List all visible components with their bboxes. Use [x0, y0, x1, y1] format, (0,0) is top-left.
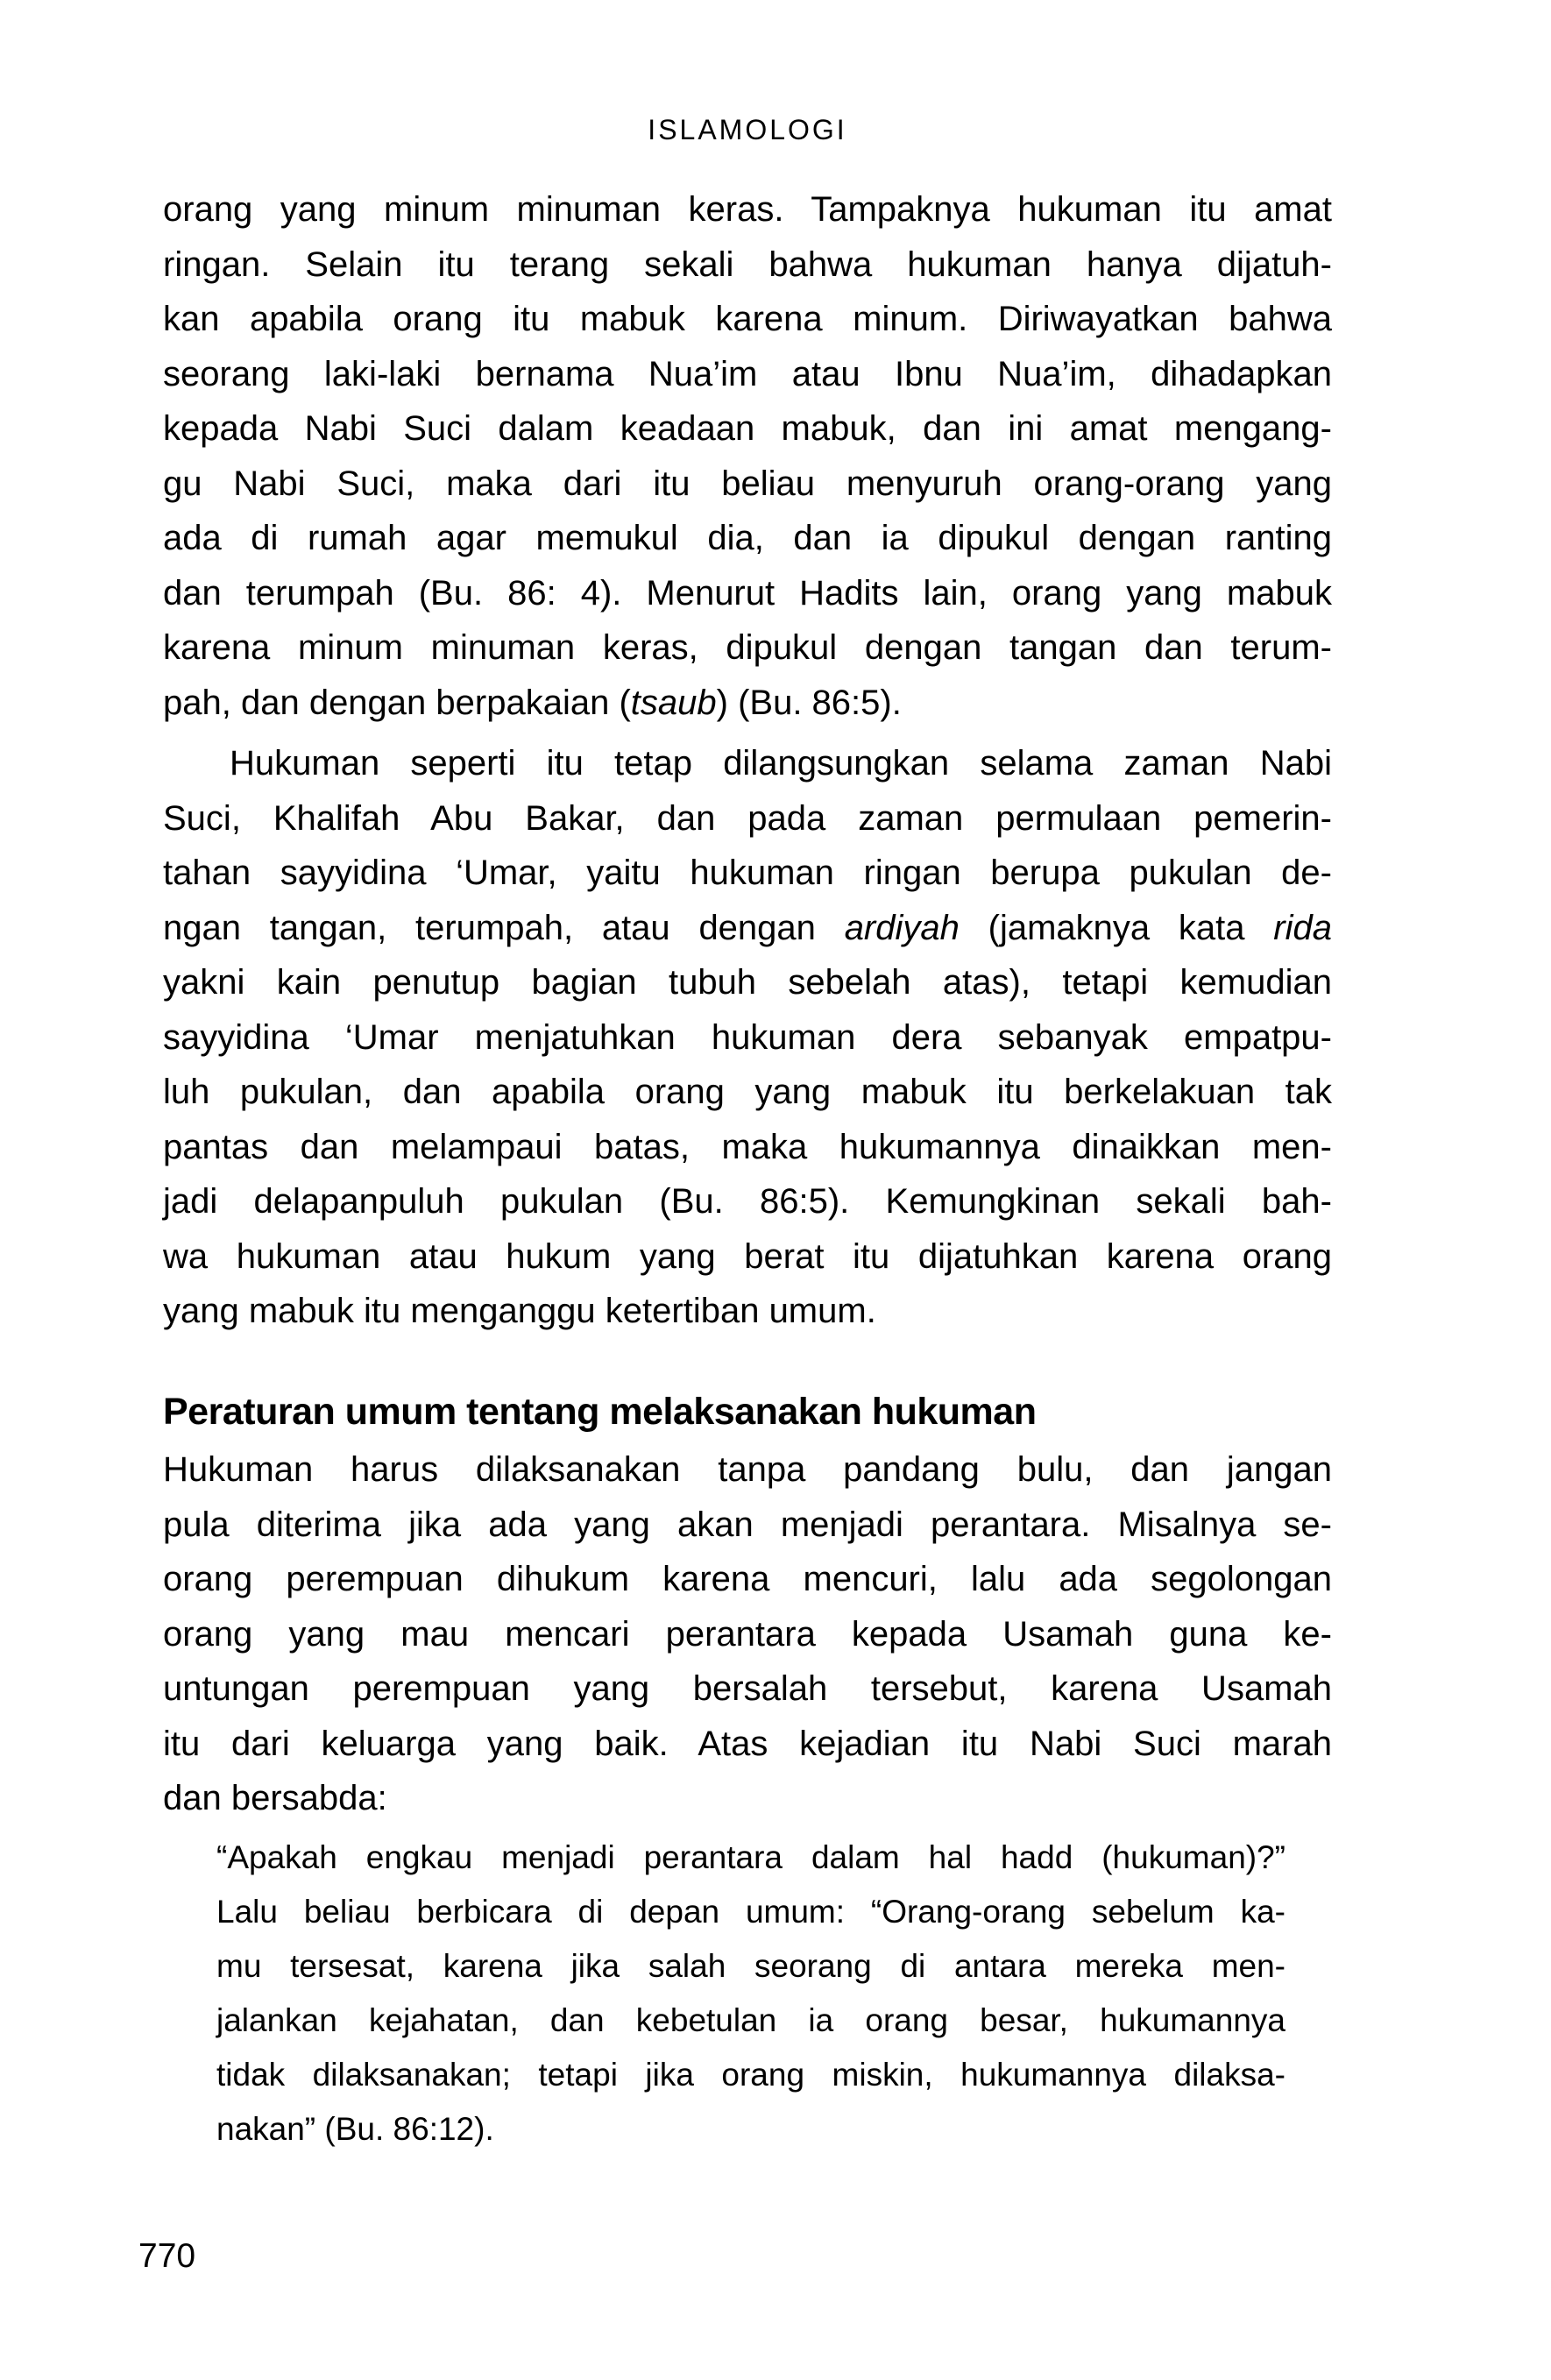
text-line [163, 955, 1332, 1010]
text-segment: wa hukuman atau hukum yang berat itu dijatuhkan karena orang [163, 1236, 1332, 1276]
text-segment: ngan tangan, terumpah, atau dengan [163, 908, 845, 947]
text-line [163, 1229, 1332, 1285]
blockquote [216, 1831, 1285, 2157]
text-segment: jalankan kejahatan, dan kebetulan ia orang besar, hukumannya [216, 2002, 1285, 2038]
text-segment: Hukuman harus dilaksanakan tanpa pandang bulu, dan jangan [163, 1450, 1332, 1489]
text-segment: ada di rumah agar memukul dia, dan ia dipukul dengan ranting [163, 519, 1332, 557]
text-segment: pantas dan melampaui batas, maka hukumannya dinaikkan men- [163, 1127, 1332, 1166]
text-segment: mu tersesat, karena jika salah seorang di antara mereka men- [216, 1948, 1285, 1984]
text-segment: seorang laki-laki bernama Nua’im atau Ibnu Nua’im, dihadapkan [163, 354, 1332, 393]
text-line [163, 1284, 1332, 1339]
italic-text: rida [1273, 908, 1332, 947]
section-heading: Peraturan umum tentang melaksanakan hukuman [163, 1391, 1037, 1433]
text-line [163, 1552, 1332, 1607]
text-line [163, 1607, 1332, 1662]
text-segment: tidak dilaksanakan; tetapi jika orang miskin, hukumannya dilaksa- [216, 2057, 1285, 2093]
paragraph-1 [163, 182, 1332, 730]
text-line [216, 1885, 1285, 1939]
text-line [163, 182, 1332, 237]
text-segment: karena minum minuman keras, dipukul dengan tangan dan terum- [163, 628, 1332, 667]
text-line [163, 457, 1332, 512]
text-segment: (jamaknya kata [959, 908, 1274, 947]
text-line [163, 1442, 1332, 1498]
text-line [163, 1174, 1332, 1229]
text-segment: tahan sayyidina ‘Umar, yaitu hukuman ringan berupa pukulan de- [163, 854, 1332, 892]
italic-text: ardiyah [844, 908, 960, 947]
text-segment: gu Nabi Suci, maka dari itu beliau menyuruh orang-orang yang [163, 464, 1332, 503]
text-line [163, 1065, 1332, 1120]
text-segment: itu dari keluarga yang baik. Atas kejadian itu Nabi Suci marah [163, 1724, 1332, 1763]
text-segment: Hukuman seperti itu tetap dilangsungkan selama zaman Nabi [230, 744, 1332, 783]
text-line [163, 1120, 1332, 1175]
text-line [163, 292, 1332, 347]
text-segment: luh pukulan, dan apabila orang yang mabuk itu berkelakuan tak [163, 1073, 1332, 1111]
paragraph-3 [163, 1442, 1332, 1826]
text-segment: sayyidina ‘Umar menjatuhkan hukuman dera sebanyak empatpu- [163, 1017, 1332, 1057]
text-line [163, 1010, 1332, 1066]
text-line [216, 2048, 1285, 2102]
italic-text: tsaub [630, 683, 717, 722]
text-line [163, 901, 1332, 956]
text-line [163, 791, 1332, 846]
text-segment: dan terumpah (Bu. 86: 4). Menurut Hadits lain, orang yang mabuk [163, 573, 1332, 613]
text-segment: nakan” (Bu. 86:12). [216, 2111, 494, 2147]
text-segment: “Apakah engkau menjadi perantara dalam hal hadd (hukuman)?” [216, 1839, 1285, 1875]
text-segment: kepada Nabi Suci dalam keadaan mabuk, dan ini amat mengang- [163, 409, 1332, 448]
text-segment: ) (Bu. 86:5). [716, 683, 902, 722]
text-segment: dan bersabda: [163, 1779, 387, 1817]
text-segment: Suci, Khalifah Abu Bakar, dan pada zaman permulaan pemerin- [163, 798, 1332, 838]
text-segment: jadi delapanpuluh pukulan (Bu. 86:5). Kemungkinan sekali bah- [163, 1182, 1332, 1221]
text-line [163, 1771, 1332, 1826]
text-segment: orang yang mau mencari perantara kepada Usamah guna ke- [163, 1614, 1332, 1654]
page-number: 770 [138, 2237, 196, 2275]
text-line [216, 2102, 1285, 2157]
text-segment: untungan perempuan yang bersalah tersebut, karena Usamah [163, 1669, 1332, 1708]
text-segment: pah, dan dengan berpakaian ( [163, 683, 631, 722]
text-segment: pula diterima jika ada yang akan menjadi perantara. Misalnya se- [163, 1505, 1332, 1544]
text-line [163, 620, 1332, 676]
text-segment: orang yang minum minuman keras. Tampaknya hukuman itu amat [163, 190, 1332, 229]
text-line [163, 1661, 1332, 1717]
text-line [216, 1994, 1285, 2048]
text-line [163, 237, 1332, 293]
text-segment: kan apabila orang itu mabuk karena minum. Diriwayatkan bahwa [163, 300, 1332, 338]
text-line [163, 1717, 1332, 1772]
text-line [216, 1939, 1285, 1994]
text-line [163, 566, 1332, 621]
text-line [216, 1831, 1285, 1885]
text-segment: ringan. Selain itu terang sekali bahwa hukuman hanya dijatuh- [163, 244, 1332, 284]
text-line [163, 846, 1332, 901]
text-line [163, 1498, 1332, 1553]
text-segment: Lalu beliau berbicara di depan umum: “Orang-orang sebelum ka- [216, 1894, 1285, 1930]
text-line [163, 401, 1332, 457]
paragraph-2 [163, 736, 1332, 1339]
text-segment: yakni kain penutup bagian tubuh sebelah atas), tetapi kemudian [163, 963, 1332, 1002]
text-segment: yang mabuk itu menganggu ketertiban umum. [163, 1292, 876, 1330]
text-line [163, 736, 1332, 791]
text-line [163, 347, 1332, 402]
text-line [163, 511, 1332, 566]
text-line [163, 676, 1332, 731]
text-segment: orang perempuan dihukum karena mencuri, lalu ada segolongan [163, 1560, 1332, 1598]
running-header: ISLAMOLOGI [648, 114, 847, 145]
